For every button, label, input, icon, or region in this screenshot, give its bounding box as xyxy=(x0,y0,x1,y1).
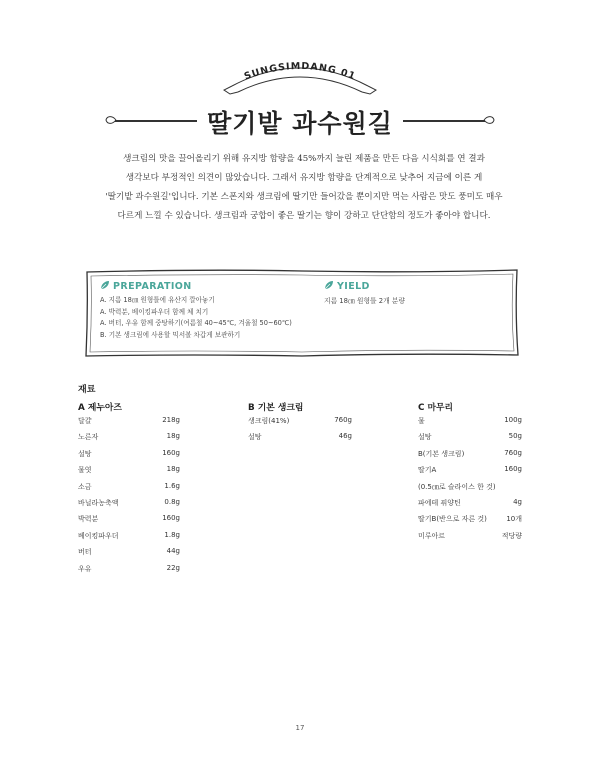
page-title: 딸기밭 과수원길 xyxy=(207,109,393,138)
title-row xyxy=(0,100,600,140)
leaf-icon xyxy=(100,280,110,290)
intro-line: 다르게 느낄 수 있습니다. 생크림과 궁합이 좋은 딸기는 향이 강하고 단단함의 정도가 좋아야 합니다. xyxy=(117,211,491,221)
column-heading: C 마무리 xyxy=(418,403,454,413)
preparation-step: B. 기본 생크림에 사용할 믹서볼 차갑게 보관하기 xyxy=(100,330,241,339)
ingredient-row xyxy=(78,564,180,580)
ingredient-name: B(기본 생크림) xyxy=(418,449,465,458)
ingredient-name: 달걀 xyxy=(78,417,92,425)
ingredient-qty: 218g xyxy=(162,416,180,424)
ingredient-qty: 4g xyxy=(513,497,522,506)
intro-paragraph xyxy=(78,150,530,226)
brand-name: SUNGSIMDANG 01 xyxy=(242,60,358,83)
ingredient-name: 미루아르 xyxy=(418,531,446,540)
ingredient-row xyxy=(78,432,180,448)
ingredient-qty: 160g xyxy=(162,514,180,523)
ingredient-qty: 160g xyxy=(504,465,522,474)
ingredient-qty: 160g xyxy=(162,448,180,457)
brand-banner xyxy=(222,52,378,96)
ingredient-row xyxy=(78,416,180,432)
ingredient-name: 버터 xyxy=(78,548,92,557)
ingredient-name: 우유 xyxy=(78,564,92,573)
ingredient-row xyxy=(78,482,180,498)
banner-ribbon-icon xyxy=(222,52,378,96)
ingredient-row xyxy=(418,514,522,530)
ingredient-name: 딸기A xyxy=(418,466,437,475)
ingredient-row xyxy=(418,465,522,481)
preparation-step: A. 버터, 우유 함께 중탕하기(여름철 40~45℃, 겨울철 50~60℃) xyxy=(100,319,292,327)
yield-label: YIELD xyxy=(337,281,370,292)
ornament-right-icon xyxy=(482,113,496,127)
ingredient-row xyxy=(418,498,522,514)
preparation-step: A. 지름 18㎝ 원형틀에 유산지 깔아놓기 xyxy=(100,296,215,304)
ingredient-column-b xyxy=(248,400,352,449)
ingredient-row xyxy=(78,547,180,563)
ingredient-qty: 100g xyxy=(504,416,522,424)
ingredient-name: 소금 xyxy=(78,482,92,491)
ingredient-row xyxy=(418,416,522,432)
ingredient-name: 생크림(41%) xyxy=(248,417,290,425)
ingredient-qty: 46g xyxy=(338,432,352,441)
ingredient-name: 물 xyxy=(418,417,425,425)
ingredient-qty: 1.8g xyxy=(164,530,180,539)
ingredient-name: 노른자 xyxy=(78,433,99,442)
ingredient-name: 물엿 xyxy=(78,466,92,475)
ingredient-name: 설탕 xyxy=(248,433,262,442)
ingredient-qty: 18g xyxy=(166,465,180,474)
ingredient-row xyxy=(248,416,352,432)
ingredient-name: 박력분 xyxy=(78,515,99,524)
preparation-heading xyxy=(100,280,192,292)
ingredient-name: 베이킹파우더 xyxy=(78,531,119,540)
ingredient-qty: 760g xyxy=(504,448,522,457)
ingredient-column-c xyxy=(418,400,522,547)
ingredient-qty: 760g xyxy=(334,416,352,424)
ingredient-qty: 적당량 xyxy=(501,531,522,540)
ingredient-row xyxy=(248,432,352,448)
preparation-step: A. 박력분, 베이킹파우더 함께 체 치기 xyxy=(100,307,209,316)
page-number: 17 xyxy=(295,724,305,732)
preparation-section xyxy=(100,280,510,350)
ingredient-row xyxy=(418,482,522,498)
intro-line: 생크림의 맛을 끌어올리기 위해 유지방 함량을 45%까지 늘린 제품을 만든 다음 시식회를 연 결과 xyxy=(123,154,485,164)
ingredient-qty: 22g xyxy=(166,563,180,572)
ingredient-row xyxy=(78,449,180,465)
yield-heading xyxy=(324,280,370,292)
ingredient-qty: 1.6g xyxy=(164,481,180,490)
ingredient-name: 바닐라농축액 xyxy=(78,498,119,507)
column-heading: A 제누아즈 xyxy=(78,403,122,413)
leaf-icon xyxy=(324,280,334,290)
intro-line: '딸기밭 과수원길'입니다. 기본 스폰지와 생크림에 딸기만 들어갔을 뿐이지만 먹는 사람은 맛도 풍미도 매우 xyxy=(105,192,503,202)
ingredient-name: 딸기B(반으로 자른 것) xyxy=(418,515,487,524)
ingredient-qty: 18g xyxy=(166,432,180,441)
preparation-steps xyxy=(100,295,292,341)
ingredient-row xyxy=(78,465,180,481)
ingredient-name: (0.5㎝로 슬라이스 한 것) xyxy=(418,482,496,491)
ingredient-name: 파에테 퓌양틴 xyxy=(418,498,461,507)
ingredient-column-a xyxy=(78,400,180,580)
ingredient-row xyxy=(418,531,522,547)
ingredient-row xyxy=(78,514,180,530)
svg-text:SUNGSIMDANG 01 xyxy=(243,61,357,83)
ingredient-qty: 0.8g xyxy=(164,497,180,506)
ingredients-title: 재료 xyxy=(78,385,96,395)
ingredient-row xyxy=(78,531,180,547)
ingredient-qty: 50g xyxy=(508,432,522,441)
title-rule-right xyxy=(403,120,485,122)
ingredient-name: 설탕 xyxy=(418,433,432,442)
column-heading: B 기본 생크림 xyxy=(248,403,304,413)
preparation-label: PREPARATION xyxy=(113,281,192,292)
ingredient-qty: 10개 xyxy=(506,515,522,524)
ingredient-name: 설탕 xyxy=(78,449,92,458)
ingredient-row xyxy=(418,449,522,465)
ingredient-row xyxy=(78,498,180,514)
yield-text: 지름 18㎝ 원형틀 2개 분량 xyxy=(324,297,405,305)
ingredient-qty: 44g xyxy=(166,547,180,556)
intro-line: 생각보다 부정적인 의견이 많았습니다. 그래서 유지방 함량을 단계적으로 낮추어 지금에 이른 게 xyxy=(125,173,483,183)
ingredient-row xyxy=(418,432,522,448)
